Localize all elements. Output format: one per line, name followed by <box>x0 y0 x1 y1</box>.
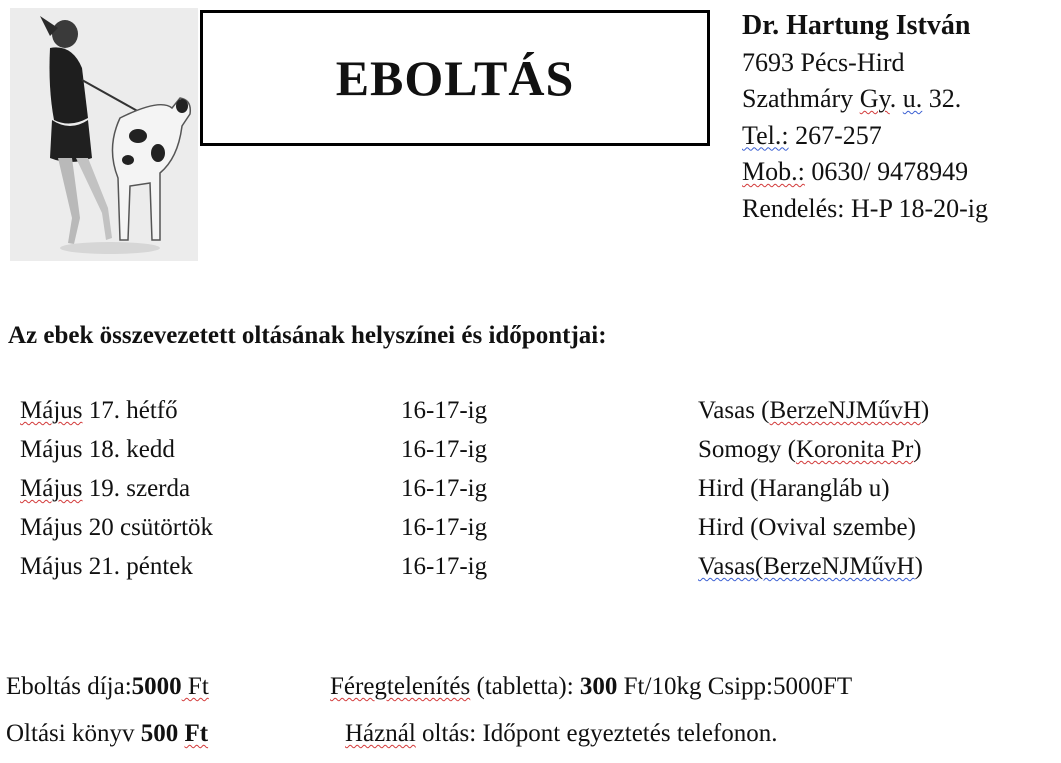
fee-line-vaccination: Eboltás díja:5000 Ft <box>6 673 209 700</box>
schedule-time: 16-17-ig <box>401 475 488 502</box>
book-price: 500 <box>140 720 185 747</box>
schedule-heading: Az ebek összevezetett oltásának helyszínei és időpontjai: <box>8 322 607 349</box>
schedule-location: Vasas (BerzeNJMűvH) <box>698 397 930 424</box>
schedule-day: Május 18. kedd <box>20 436 175 463</box>
woman-with-great-dane-photo <box>10 8 198 261</box>
schedule-location: Hird (Harangláb u) <box>698 475 890 502</box>
mob-label: Mob.: <box>742 157 805 186</box>
street-line <box>742 81 988 118</box>
schedule-location: Vasas(BerzeNJMűvH) <box>698 553 923 580</box>
title-box <box>200 10 710 146</box>
tel-value: 267-257 <box>788 120 882 150</box>
fee-line-book: Oltási könyv 500 Ft <box>6 720 209 747</box>
schedule-day: Május 17. hétfő <box>20 397 178 424</box>
schedule-day: Május 19. szerda <box>20 475 191 502</box>
schedule-time: 16-17-ig <box>401 553 488 580</box>
contact-block <box>742 8 988 227</box>
street-d: u. <box>902 84 923 113</box>
street-b: Gy <box>859 84 890 113</box>
schedule-time: 16-17-ig <box>401 514 488 541</box>
fee-line-deworming: Féregtelenítés (tabletta): 300 Ft/10kg Csipp:5000FT <box>330 673 853 700</box>
schedule-time: 16-17-ig <box>401 436 488 463</box>
tel-line <box>742 118 988 155</box>
street-e: 32. <box>922 84 962 113</box>
doctor-name: Dr. Hartung István <box>742 10 971 41</box>
schedule-location: Somogy (Koronita Pr) <box>698 436 922 463</box>
schedule-day: Május 21. péntek <box>20 553 193 580</box>
address-line: 7693 Pécs-Hird <box>742 47 905 77</box>
deworming-price: 300 <box>579 673 618 700</box>
tel-label: Tel.: <box>742 120 789 150</box>
schedule-day: Május 20 csütörtök <box>20 514 214 541</box>
street-a: Szathmáry <box>742 84 860 113</box>
vaccination-price: 5000 <box>131 673 182 700</box>
mob-line <box>742 154 988 191</box>
fee-line-home-visit: Háznál oltás: Időpont egyeztetés telefonon. <box>345 720 778 747</box>
page-title: EBOLTÁS <box>335 50 575 106</box>
street-c: . <box>889 84 903 113</box>
mob-value: 0630/ 9478949 <box>804 157 969 186</box>
schedule-location: Hird (Ovival szembe) <box>698 514 916 541</box>
schedule-time: 16-17-ig <box>401 397 488 424</box>
office-hours: Rendelés: H-P 18-20-ig <box>742 193 988 223</box>
